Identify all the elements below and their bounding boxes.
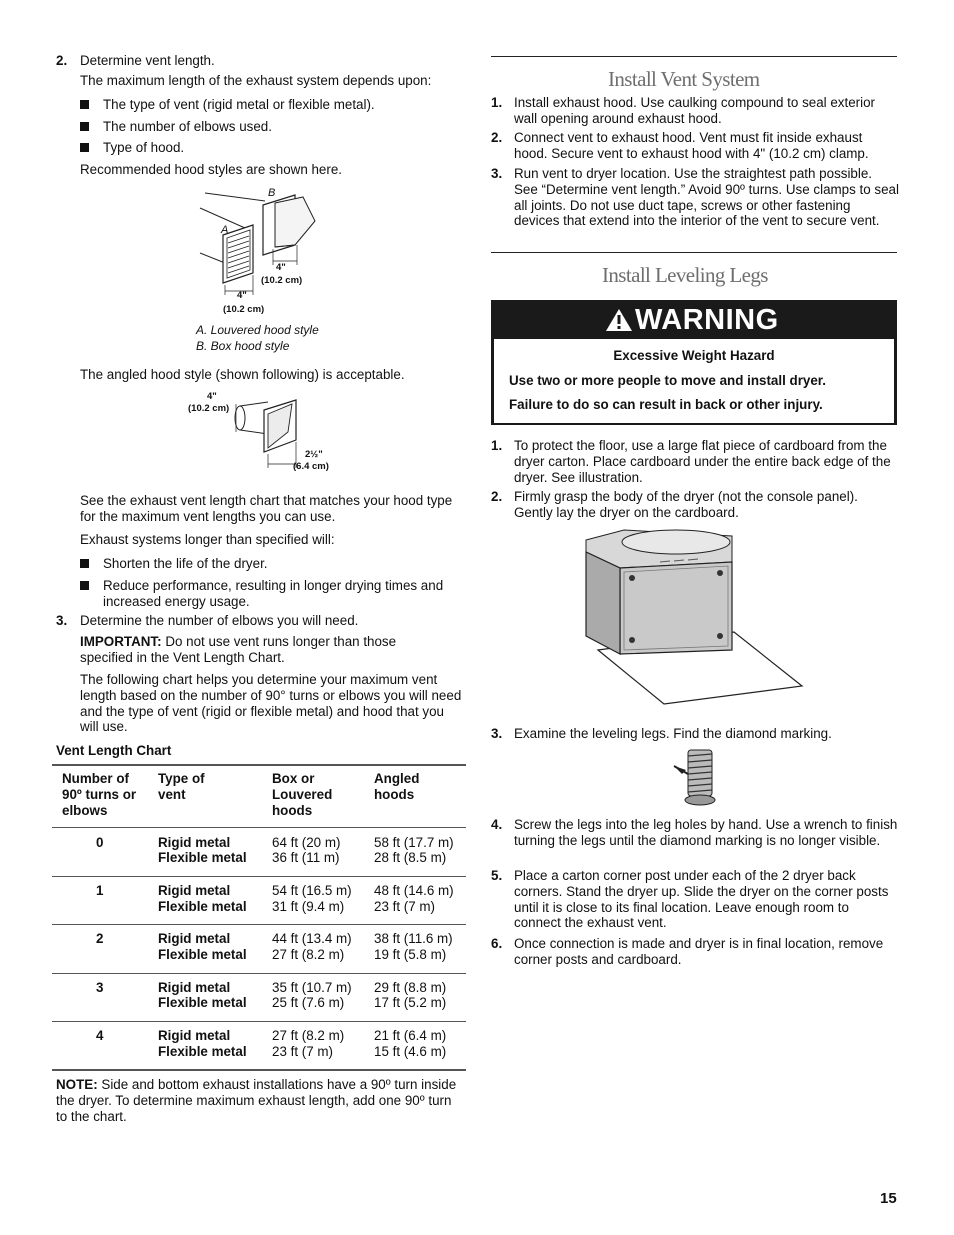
row-angled-flexible: 19 ft (5.8 m) (374, 947, 447, 962)
table-bottom-rule (52, 1069, 466, 1071)
bullet-item: Type of hood. (103, 140, 185, 155)
row-type-flexible: Flexible metal (158, 1044, 247, 1059)
row-box-rigid: 44 ft (13.4 m) (272, 931, 352, 946)
angled-text: The angled hood style (shown following) is acceptable. (80, 367, 405, 382)
vent-step-number: 1. (491, 95, 503, 110)
dim-box-inches: 4" (276, 262, 286, 273)
dim-angled-cm: (10.2 cm) (188, 403, 230, 414)
warning-hazard: Excessive Weight Hazard (613, 348, 775, 363)
row-type-rigid: Rigid metal (158, 931, 231, 946)
label-a: A (221, 224, 229, 236)
bullet-icon (80, 122, 89, 131)
row-angled-flexible: 23 ft (7 m) (374, 899, 436, 914)
bullet-item: Reduce performance, resulting in longer drying times and increased energy usage. (103, 578, 444, 609)
header-rule (52, 827, 466, 828)
dim-angled-inches: 4" (207, 391, 217, 402)
row-type-flexible: Flexible metal (158, 995, 247, 1010)
table-title: Vent Length Chart (56, 743, 172, 758)
important-note (80, 634, 450, 666)
row-box-rigid: 64 ft (20 m) (272, 835, 341, 850)
important-text: Do not use vent runs longer than those specified in the Vent Length Chart. (80, 634, 397, 665)
row-box-flexible: 23 ft (7 m) (272, 1044, 334, 1059)
label-b: B (268, 187, 276, 199)
legs-step-number: 2. (491, 489, 503, 504)
header-box-louvered: Box or Louvered hoods (272, 771, 333, 818)
dim-louver-inches: 4" (237, 290, 247, 301)
legs-step-text: Examine the leveling legs. Find the diamond marking. (514, 726, 832, 741)
row-box-flexible: 36 ft (11 m) (272, 850, 340, 865)
note-paragraph (56, 1077, 464, 1124)
row-divider (52, 973, 466, 974)
table-top-rule (52, 764, 466, 766)
row-type-rigid: Rigid metal (158, 980, 231, 995)
legs-step-text: Firmly grasp the body of the dryer (not the console panel). Gently lay the dryer on the cardboard. (514, 489, 858, 520)
row-turns: 0 (96, 835, 104, 850)
bullet-icon (80, 559, 89, 568)
bullet-icon (80, 581, 89, 590)
dim-box-cm: (10.2 cm) (261, 275, 303, 286)
note-label: NOTE: (56, 1077, 98, 1092)
bullet-item: Shorten the life of the dryer. (103, 556, 268, 571)
chart-intro-text: The following chart helps you determine your maximum vent length based on the number of 90° turns or elbows you will need and the type of vent (rigid or flexible metal) and hood that you will use. (80, 672, 462, 735)
header-angled: Angled hoods (374, 771, 420, 802)
row-type-rigid: Rigid metal (158, 883, 231, 898)
row-type-flexible: Flexible metal (158, 899, 247, 914)
vent-step-text: Install exhaust hood. Use caulking compound to seal exterior wall opening around exhaust hood. (514, 95, 876, 126)
legs-step-text: Once connection is made and dryer is in final location, remove corner posts and cardboard. (514, 936, 884, 967)
legs-step-number: 3. (491, 726, 503, 741)
warning-triangle-icon (605, 307, 633, 333)
step-3-number: 3. (56, 613, 68, 628)
row-box-rigid: 35 ft (10.7 m) (272, 980, 352, 995)
warning-header (605, 303, 795, 337)
header-turns: Number of 90º turns or elbows (62, 771, 137, 818)
bullet-item: The type of vent (rigid metal or flexible metal). (103, 97, 375, 112)
row-type-flexible: Flexible metal (158, 947, 247, 962)
bullet-icon (80, 100, 89, 109)
legs-step-text: Place a carton corner post under each of the 2 dryer back corners. Stand the dryer up. Slide the dryer on the corner posts until it is close to its final location. Leave enough room to connect the exhaust vent. (514, 868, 889, 931)
page-number: 15 (880, 1190, 897, 1207)
vent-step-text: Run vent to dryer location. Use the straightest path possible. See “Determine vent length.” Avoid 90º turns. Use clamps to seal all joints. Do not use duct tape, screws or other fastening devices that extend into the interior of the vent to secure vent. (514, 166, 899, 229)
dim-angled2-inches: 2½" (305, 449, 323, 460)
row-angled-rigid: 29 ft (8.8 m) (374, 980, 447, 995)
step-2-title: Determine vent length. (80, 53, 215, 68)
angled-hood-illustration (228, 392, 308, 472)
vent-step-number: 3. (491, 166, 503, 181)
vent-step-text: Connect vent to exhaust hood. Vent must fit inside exhaust hood. Secure vent to exhaust hood with 4" (10.2 cm) clamp. (514, 130, 869, 161)
bullet-item: The number of elbows used. (103, 119, 272, 134)
install-legs-heading: Install Leveling Legs (602, 263, 768, 287)
row-box-rigid: 27 ft (8.2 m) (272, 1028, 345, 1043)
row-turns: 2 (96, 931, 104, 946)
row-type-rigid: Rigid metal (158, 1028, 231, 1043)
chart-reference-text: See the exhaust vent length chart that matches your hood type for the maximum vent lengths you can use. (80, 493, 453, 524)
row-divider (52, 1021, 466, 1022)
row-angled-rigid: 48 ft (14.6 m) (374, 883, 454, 898)
recommended-text: Recommended hood styles are shown here. (80, 162, 343, 177)
row-angled-rigid: 58 ft (17.7 m) (374, 835, 454, 850)
header-vent-type: Type of vent (158, 771, 205, 802)
warning-line-1: Use two or more people to move and install dryer. (509, 373, 826, 388)
legs-step-number: 4. (491, 817, 503, 832)
row-box-flexible: 31 ft (9.4 m) (272, 899, 345, 914)
row-angled-flexible: 28 ft (8.5 m) (374, 850, 447, 865)
bullet-icon (80, 143, 89, 152)
section-rule (491, 252, 897, 253)
row-turns: 3 (96, 980, 104, 995)
caption-louvered: A. Louvered hood style (196, 323, 319, 337)
hood-styles-illustration (195, 183, 330, 318)
warning-line-2: Failure to do so can result in back or other injury. (509, 397, 823, 412)
dim-louver-cm: (10.2 cm) (223, 304, 265, 315)
vent-step-number: 2. (491, 130, 503, 145)
row-box-flexible: 27 ft (8.2 m) (272, 947, 345, 962)
caption-box: B. Box hood style (196, 339, 290, 353)
install-vent-heading: Install Vent System (608, 67, 760, 91)
dryer-on-cardboard-illustration (584, 528, 806, 706)
longer-text: Exhaust systems longer than specified will: (80, 532, 335, 547)
legs-step-number: 1. (491, 438, 503, 453)
row-angled-rigid: 21 ft (6.4 m) (374, 1028, 447, 1043)
row-angled-rigid: 38 ft (11.6 m) (374, 931, 453, 946)
row-box-flexible: 25 ft (7.6 m) (272, 995, 345, 1010)
row-angled-flexible: 15 ft (4.6 m) (374, 1044, 447, 1059)
legs-step-text: Screw the legs into the leg holes by hand. Use a wrench to finish turning the legs until the diamond marking is no longer visible. (514, 817, 898, 848)
legs-step-number: 5. (491, 868, 503, 883)
warning-title: WARNING (635, 304, 779, 336)
legs-step-number: 6. (491, 936, 503, 951)
row-type-flexible: Flexible metal (158, 850, 247, 865)
important-label: IMPORTANT: (80, 634, 162, 649)
legs-step-text: To protect the floor, use a large flat piece of cardboard from the dryer carton. Place cardboard under the entire back edge of the dryer. See illustration. (514, 438, 891, 485)
note-text: Side and bottom exhaust installations have a 90º turn inside the dryer. To determine maximum exhaust length, add one 90º turn to the chart. (56, 1077, 457, 1124)
row-box-rigid: 54 ft (16.5 m) (272, 883, 352, 898)
row-angled-flexible: 17 ft (5.2 m) (374, 995, 447, 1010)
step-2-intro: The maximum length of the exhaust system depends upon: (80, 73, 432, 88)
row-turns: 1 (96, 883, 104, 898)
section-rule (491, 56, 897, 57)
row-turns: 4 (96, 1028, 104, 1043)
leveling-leg-illustration (672, 746, 726, 808)
step-3-title: Determine the number of elbows you will need. (80, 613, 359, 628)
row-divider (52, 924, 466, 925)
row-type-rigid: Rigid metal (158, 835, 231, 850)
dim-angled2-cm: (6.4 cm) (293, 461, 329, 472)
step-2-number: 2. (56, 53, 68, 68)
row-divider (52, 876, 466, 877)
